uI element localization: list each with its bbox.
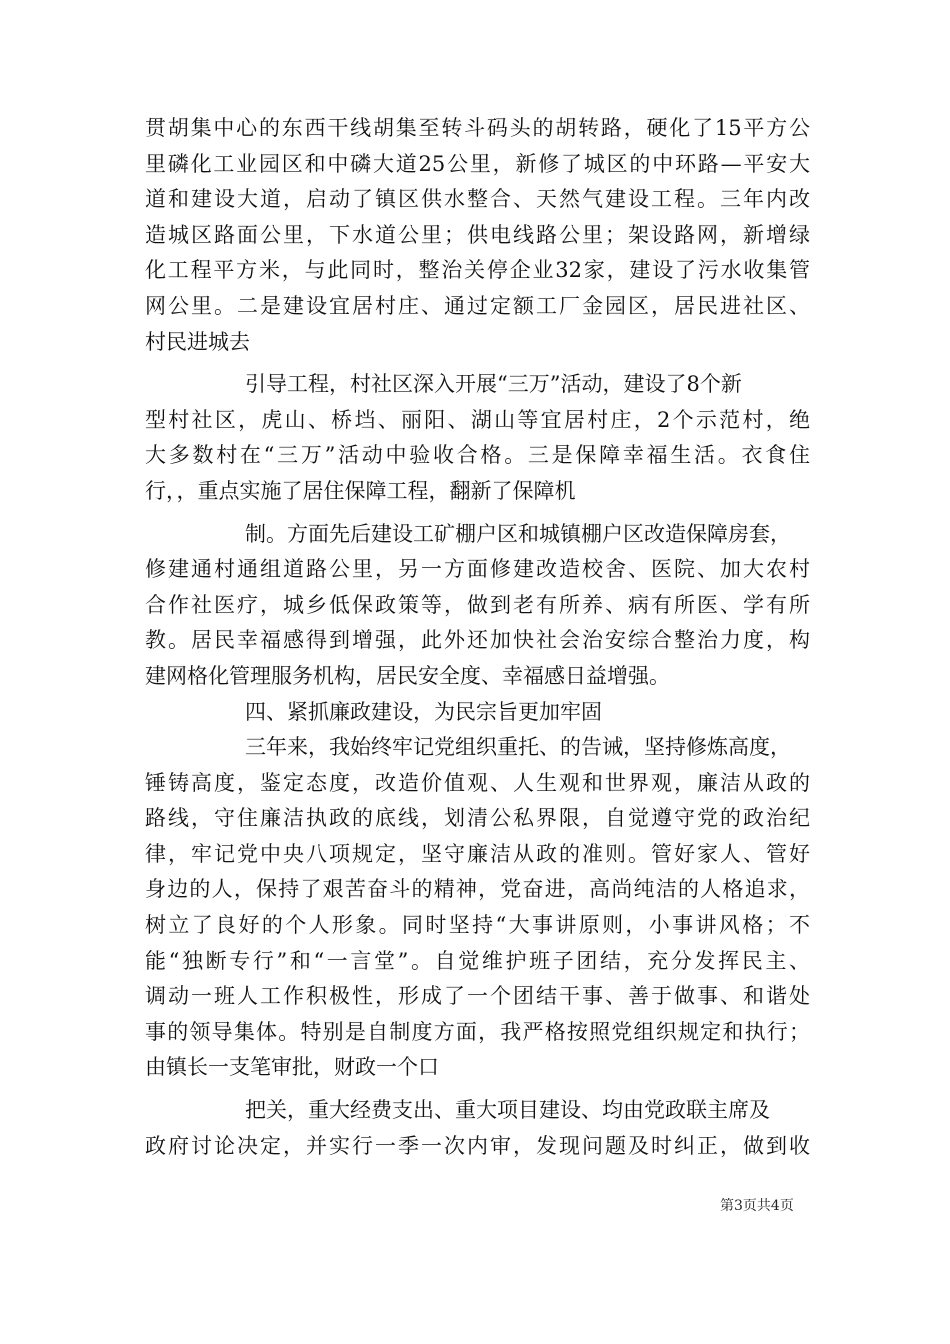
text-line: 政府讨论决定，并实行一季一次内审，发现问题及时纠正，做到收 [145,1133,810,1158]
text-line: 村民进城去 [145,329,250,354]
text-line: 贯胡集中心的东西干线胡集至转斗码头的胡转路，硬化了15平方公 [145,116,810,140]
text-line: 型村社区，虎山、桥垱、丽阳、湖山等宜居村庄，2个示范村，绝 [145,407,810,432]
paragraph-5 [145,1093,810,1164]
paragraph-3 [145,517,810,695]
paragraph-1 [145,111,810,360]
text-line: 律，牢记党中央八项规定，坚守廉洁从政的准则。管好家人、管好 [145,841,810,866]
text-line: 造城区路面公里，下水道公里；供电线路公里；架设路网，新增绿 [145,222,810,247]
document-body [145,111,810,1164]
paragraph-4 [145,730,810,1086]
text-line: 树立了良好的个人形象。同时坚持“大事讲原则，小事讲风格；不 [145,913,810,938]
text-line: 建网格化管理服务机构，居民安全度、幸福感日益增强。 [145,663,670,688]
text-line: 调动一班人工作积极性，形成了一个团结干事、善于做事、和谐处 [145,984,810,1009]
text-line: 里磷化工业园区和中磷大道25公里，新修了城区的中环路—平安大 [145,151,810,176]
text-line: 四、紧抓廉政建设，为民宗旨更加牢固 [245,699,602,724]
text-line: 修建通村通组道路公里，另一方面修建改造校舍、医院、加大农村 [145,557,810,582]
text-line: 路线，守住廉洁执政的底线，划清公私界限，自觉遵守党的政治纪 [145,806,810,831]
text-line: 锤铸高度，鉴定态度，改造价值观、人生观和世界观，廉洁从政的 [145,770,810,795]
text-line: 化工程平方米，与此同时，整治关停企业32家，建设了污水收集管 [145,258,810,283]
text-line: 由镇长一支笔审批，财政一个口 [145,1055,439,1080]
text-line: 网公里。二是建设宜居村庄、通过定额工厂金园区，居民进社区、 [145,293,810,318]
page-number: 第3页共4页 [720,1198,794,1214]
paragraph-2 [145,367,810,509]
text-line: 大多数村在“三万”活动中验收合格。三是保障幸福生活。衣食住 [145,443,810,468]
text-line: 制。方面先后建设工矿棚户区和城镇棚户区改造保障房套， [245,521,791,546]
text-line: 把关，重大经费支出、重大项目建设、均由党政联主席及 [245,1098,770,1123]
text-line: 事的领导集体。特别是自制度方面，我严格按照党组织规定和执行； [145,1019,810,1044]
text-line: 能“独断专行”和“一言堂”。自觉维护班子团结，充分发挥民主、 [145,948,810,973]
text-line: 道和建设大道，启动了镇区供水整合、天然气建设工程。三年内改 [145,187,810,212]
text-line: 合作社医疗，城乡低保政策等，做到老有所养、病有所医、学有所 [145,592,810,617]
text-line: 身边的人，保持了艰苦奋斗的精神，党奋进，高尚纯洁的人格追求， [145,877,810,902]
text-line: 教。居民幸福感得到增强，此外还加快社会治安综合整治力度，构 [145,628,810,653]
text-line: 行，，重点实施了居住保障工程，翻新了保障机 [145,478,576,503]
section-heading [145,695,810,731]
text-line: 三年来，我始终牢记党组织重托、的告诫，坚持修炼高度， [245,735,791,760]
text-line: 引导工程，村社区深入开展“三万”活动，建设了8个新 [245,372,742,397]
